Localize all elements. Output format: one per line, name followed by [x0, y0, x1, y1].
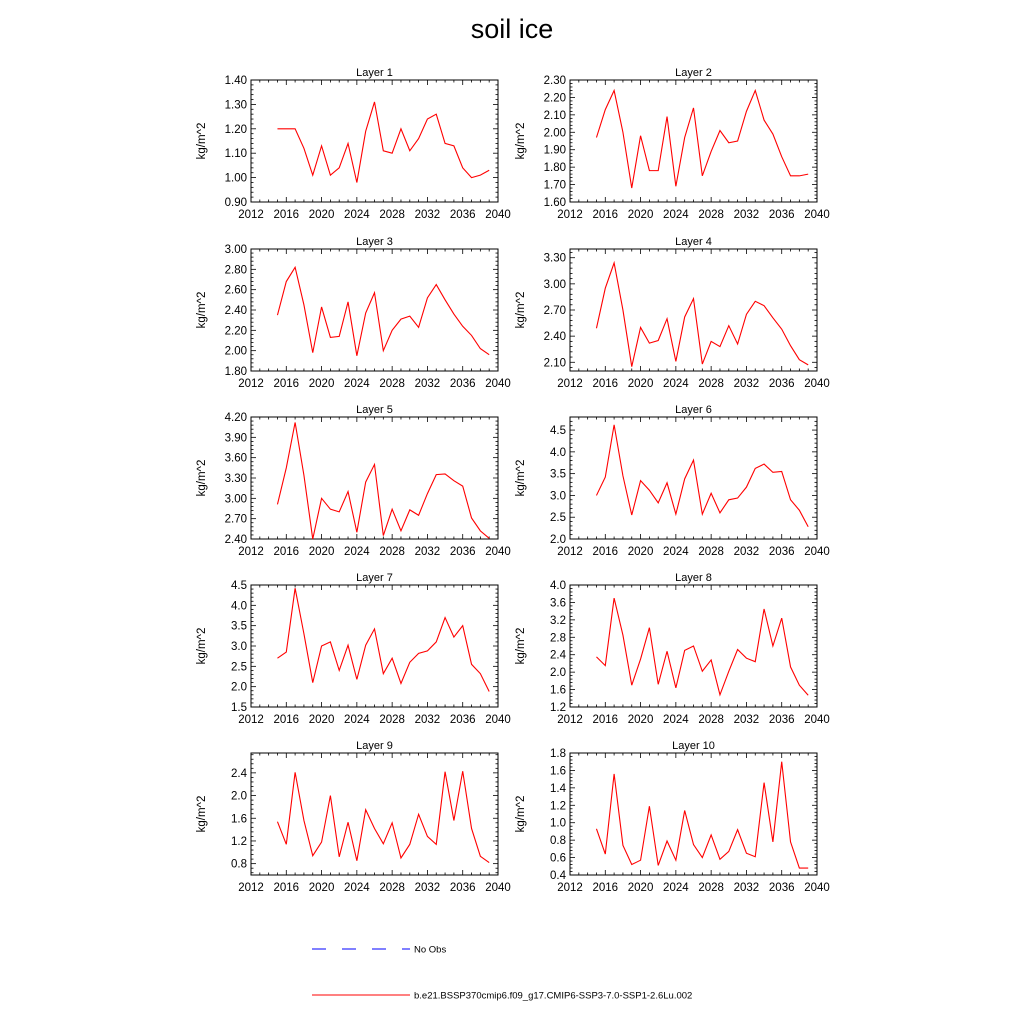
legend	[312, 945, 692, 1002]
y-tick-label: 3.00	[224, 493, 247, 506]
y-tick-label: 4.5	[231, 580, 247, 592]
y-tick-label: 2.40	[224, 305, 247, 317]
y-axis-label: kg/m^2	[196, 459, 208, 497]
y-tick-label: 3.2	[550, 614, 566, 627]
y-tick-label: 2.60	[224, 284, 247, 297]
x-tick-label: 2036	[449, 714, 476, 726]
y-tick-label: 1.8	[550, 748, 566, 760]
x-tick-label: 2040	[804, 546, 830, 558]
x-tick-label: 2012	[238, 546, 264, 558]
x-tick-label: 2036	[449, 209, 476, 221]
y-tick-label: 4.20	[224, 412, 247, 424]
x-tick-label: 2020	[308, 882, 335, 894]
y-axis-label: kg/m^2	[515, 795, 527, 833]
y-tick-label: 3.60	[224, 452, 247, 465]
x-tick-label: 2028	[379, 209, 405, 221]
y-axis-label: kg/m^2	[515, 122, 527, 160]
y-tick-label: 1.0	[550, 817, 566, 830]
x-tick-label: 2012	[557, 378, 583, 390]
y-tick-label: 2.0	[231, 681, 247, 694]
y-tick-label: 2.20	[543, 92, 566, 105]
y-tick-label: 1.10	[224, 148, 247, 161]
x-tick-label: 2040	[804, 882, 830, 894]
y-axis-label: kg/m^2	[515, 291, 527, 329]
series-line	[277, 102, 489, 183]
x-tick-label: 2020	[308, 378, 335, 390]
chart-panel-6	[515, 404, 830, 558]
series-line	[596, 263, 808, 367]
x-tick-label: 2012	[557, 546, 583, 558]
y-tick-label: 1.6	[550, 765, 566, 778]
x-tick-label: 2036	[768, 546, 795, 558]
y-tick-label: 2.0	[550, 534, 566, 546]
y-tick-label: 4.0	[550, 446, 566, 459]
x-tick-label: 2012	[238, 714, 264, 726]
y-tick-label: 2.10	[543, 357, 566, 370]
x-tick-label: 2028	[698, 209, 724, 221]
chart-panel-1	[196, 67, 511, 221]
x-tick-label: 2016	[273, 378, 300, 390]
y-tick-label: 0.90	[224, 197, 247, 209]
x-tick-label: 2032	[733, 546, 760, 558]
y-tick-label: 2.00	[543, 127, 566, 140]
chart-panel-8	[515, 572, 830, 726]
y-tick-label: 1.90	[543, 144, 566, 157]
x-tick-label: 2032	[733, 209, 760, 221]
x-tick-label: 2024	[344, 546, 370, 558]
x-tick-label: 2024	[344, 714, 370, 726]
x-tick-label: 2036	[768, 209, 795, 221]
x-tick-label: 2024	[344, 209, 370, 221]
x-tick-label: 2032	[414, 882, 441, 894]
y-tick-label: 0.4	[550, 870, 566, 882]
legend-obs-label: No Obs	[414, 944, 447, 956]
x-tick-label: 2020	[627, 882, 654, 894]
series-line	[277, 267, 489, 355]
y-tick-label: 3.0	[550, 490, 566, 503]
chart-panel-5	[196, 404, 511, 558]
chart-panel-10	[515, 740, 830, 894]
x-tick-label: 2016	[592, 714, 619, 726]
y-tick-label: 2.70	[224, 513, 247, 526]
x-tick-label: 2032	[414, 714, 441, 726]
y-tick-label: 2.30	[543, 75, 566, 87]
y-tick-label: 1.80	[543, 162, 566, 175]
panel-title: Layer 3	[356, 236, 393, 248]
y-tick-label: 0.6	[550, 852, 566, 865]
x-tick-label: 2012	[557, 209, 583, 221]
plot-frame	[251, 80, 498, 202]
y-tick-label: 1.60	[543, 197, 566, 209]
x-tick-label: 2012	[238, 882, 264, 894]
y-tick-label: 4.0	[231, 600, 247, 613]
x-tick-label: 2040	[485, 882, 511, 894]
y-axis-label: kg/m^2	[196, 291, 208, 329]
x-tick-label: 2024	[344, 882, 370, 894]
y-tick-label: 1.5	[231, 702, 247, 714]
y-tick-label: 1.4	[550, 782, 566, 795]
x-tick-label: 2020	[627, 546, 654, 558]
x-tick-label: 2016	[592, 546, 619, 558]
y-tick-label: 1.6	[231, 813, 247, 826]
chart-panel-2	[515, 67, 830, 221]
y-tick-label: 2.5	[550, 512, 566, 525]
y-tick-label: 3.90	[224, 432, 247, 445]
y-axis-label: kg/m^2	[196, 627, 208, 665]
series-line	[277, 771, 489, 862]
y-tick-label: 1.2	[550, 800, 566, 813]
panel-title: Layer 8	[675, 572, 712, 584]
y-tick-label: 0.8	[231, 858, 247, 871]
x-tick-label: 2024	[663, 209, 689, 221]
x-tick-label: 2036	[768, 882, 795, 894]
x-tick-label: 2020	[308, 209, 335, 221]
chart-panel-7	[196, 572, 511, 726]
x-tick-label: 2020	[627, 378, 654, 390]
x-tick-label: 2024	[344, 378, 370, 390]
panel-title: Layer 10	[672, 740, 715, 752]
series-line	[596, 90, 808, 188]
y-axis-label: kg/m^2	[515, 459, 527, 497]
chart-panels	[196, 67, 830, 894]
x-tick-label: 2024	[663, 546, 689, 558]
plot-frame	[251, 249, 498, 371]
y-axis-label: kg/m^2	[515, 627, 527, 665]
page-title: soil ice	[470, 14, 554, 44]
chart-panel-3	[196, 236, 511, 390]
y-tick-label: 3.30	[224, 473, 247, 485]
x-tick-label: 2024	[663, 882, 689, 894]
x-tick-label: 2016	[273, 209, 300, 221]
y-tick-label: 1.40	[224, 75, 247, 87]
x-tick-label: 2036	[449, 546, 476, 558]
y-tick-label: 3.00	[543, 278, 566, 291]
y-tick-label: 4.5	[550, 425, 566, 438]
series-line	[277, 588, 489, 691]
panel-title: Layer 1	[356, 67, 393, 79]
y-tick-label: 2.8	[550, 632, 566, 645]
x-tick-label: 2032	[733, 882, 760, 894]
panel-title: Layer 2	[675, 67, 712, 79]
y-tick-label: 2.70	[543, 305, 566, 317]
x-tick-label: 2012	[557, 714, 583, 726]
panel-title: Layer 4	[675, 236, 712, 248]
y-axis-label: kg/m^2	[196, 795, 208, 833]
y-tick-label: 1.2	[231, 835, 247, 848]
x-tick-label: 2012	[557, 882, 583, 894]
y-tick-label: 2.20	[224, 325, 247, 338]
y-tick-label: 4.0	[550, 580, 566, 592]
y-tick-label: 1.70	[543, 179, 566, 192]
y-tick-label: 1.20	[224, 123, 247, 136]
x-tick-label: 2028	[379, 714, 405, 726]
y-tick-label: 1.00	[224, 172, 247, 185]
x-tick-label: 2016	[592, 882, 619, 894]
y-tick-label: 3.6	[550, 597, 566, 610]
y-tick-label: 1.30	[224, 99, 247, 112]
x-tick-label: 2040	[804, 209, 830, 221]
y-tick-label: 2.10	[543, 109, 566, 122]
x-tick-label: 2016	[273, 546, 300, 558]
x-tick-label: 2040	[485, 378, 511, 390]
x-tick-label: 2036	[449, 378, 476, 390]
plot-frame	[251, 585, 498, 707]
x-tick-label: 2032	[733, 378, 760, 390]
y-tick-label: 2.40	[224, 534, 247, 546]
y-tick-label: 3.00	[224, 244, 247, 256]
x-tick-label: 2036	[449, 882, 476, 894]
x-tick-label: 2032	[414, 546, 441, 558]
panel-title: Layer 9	[356, 740, 393, 752]
x-tick-label: 2016	[592, 378, 619, 390]
chart-panel-4	[515, 236, 830, 390]
y-tick-label: 2.0	[550, 667, 566, 680]
x-tick-label: 2020	[627, 714, 654, 726]
x-tick-label: 2028	[698, 714, 724, 726]
y-axis-label: kg/m^2	[196, 122, 208, 160]
y-tick-label: 1.2	[550, 702, 566, 714]
y-tick-label: 1.80	[224, 366, 247, 378]
x-tick-label: 2024	[663, 378, 689, 390]
x-tick-label: 2024	[663, 714, 689, 726]
x-tick-label: 2040	[804, 714, 830, 726]
x-tick-label: 2028	[698, 546, 724, 558]
x-tick-label: 2040	[804, 378, 830, 390]
x-tick-label: 2028	[379, 378, 405, 390]
series-line	[596, 762, 808, 868]
plot-frame	[570, 753, 817, 875]
x-tick-label: 2040	[485, 209, 511, 221]
x-tick-label: 2028	[698, 378, 724, 390]
y-tick-label: 3.30	[543, 252, 566, 265]
x-tick-label: 2016	[273, 882, 300, 894]
y-tick-label: 3.5	[231, 620, 247, 633]
series-line	[596, 598, 808, 695]
x-tick-label: 2020	[308, 714, 335, 726]
y-tick-label: 2.40	[543, 331, 566, 344]
legend-model-label: b.e21.BSSP370cmip6.f09_g17.CMIP6-SSP3-7.0-SSP1-2.6Lu.002	[414, 990, 693, 1002]
y-tick-label: 1.6	[550, 684, 566, 697]
y-tick-label: 0.8	[550, 835, 566, 848]
y-tick-label: 2.4	[550, 649, 566, 662]
x-tick-label: 2032	[414, 209, 441, 221]
plot-frame	[251, 417, 498, 539]
x-tick-label: 2028	[379, 546, 405, 558]
x-tick-label: 2016	[592, 209, 619, 221]
x-tick-label: 2016	[273, 714, 300, 726]
y-tick-label: 3.0	[231, 641, 247, 653]
x-tick-label: 2012	[238, 378, 264, 390]
plot-frame	[570, 417, 817, 539]
x-tick-label: 2028	[379, 882, 405, 894]
y-tick-label: 2.00	[224, 345, 247, 358]
y-tick-label: 2.0	[231, 790, 247, 803]
x-tick-label: 2032	[733, 714, 760, 726]
plot-frame	[251, 753, 498, 875]
x-tick-label: 2040	[485, 714, 511, 726]
x-tick-label: 2012	[238, 209, 264, 221]
plot-frame	[570, 80, 817, 202]
panel-title: Layer 6	[675, 404, 712, 416]
y-tick-label: 2.80	[224, 264, 247, 277]
x-tick-label: 2020	[627, 209, 654, 221]
panel-title: Layer 5	[356, 404, 393, 416]
y-tick-label: 2.5	[231, 661, 247, 674]
series-line	[277, 422, 489, 539]
x-tick-label: 2036	[768, 714, 795, 726]
x-tick-label: 2032	[414, 378, 441, 390]
x-tick-label: 2020	[308, 546, 335, 558]
x-tick-label: 2028	[698, 882, 724, 894]
x-tick-label: 2036	[768, 378, 795, 390]
plot-frame	[570, 249, 817, 371]
chart-panel-9	[196, 740, 511, 894]
y-tick-label: 3.5	[550, 468, 566, 481]
y-tick-label: 2.4	[231, 767, 247, 780]
panel-title: Layer 7	[356, 572, 393, 584]
x-tick-label: 2040	[485, 546, 511, 558]
series-line	[596, 425, 808, 527]
